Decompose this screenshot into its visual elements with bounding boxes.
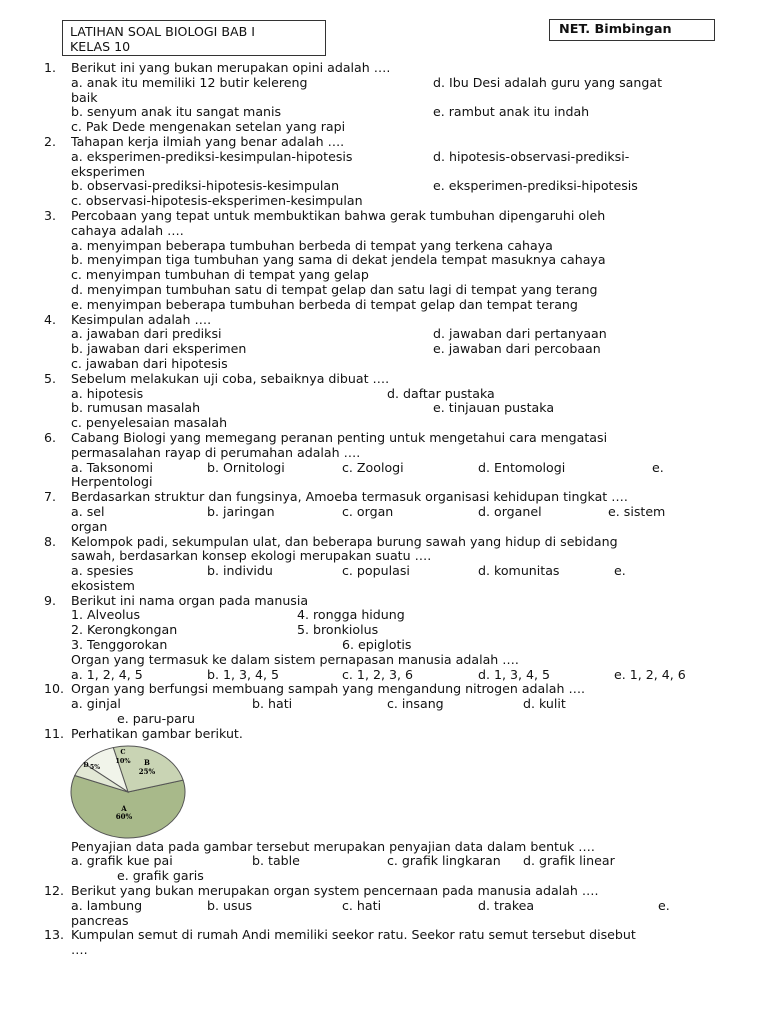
- question-stem: Sebelum melakukan uji coba, sebaiknya dibuat ….: [71, 370, 390, 386]
- brand-box: [549, 19, 715, 41]
- option-e-continued: ekosistem: [71, 577, 135, 593]
- option-b: b. individu: [207, 563, 273, 579]
- option-d: d. organel: [478, 503, 542, 519]
- slice-value-b: 25%: [138, 766, 156, 776]
- option-a: a. Taksonomi: [71, 459, 154, 475]
- question-stem: Berdasarkan struktur dan fungsinya, Amoeba termasuk organisasi kehidupan tingkat ….: [71, 489, 628, 505]
- organ-item: 1. Alveolus: [71, 607, 141, 623]
- question-number: 4.: [44, 311, 57, 327]
- question-3: [0, 209, 768, 224]
- option-a: a. anak itu memiliki 12 butir kelereng: [71, 74, 308, 90]
- option-d: d. komunitas: [478, 563, 560, 579]
- option-b: b. hati: [252, 696, 293, 712]
- option-e-continued: pancreas: [71, 912, 129, 928]
- question-4: [0, 313, 768, 328]
- question-number: 12.: [44, 883, 65, 899]
- option-b: b. table: [252, 853, 300, 869]
- option-a: a. 1, 2, 4, 5: [71, 666, 143, 682]
- option-a: a. spesies: [71, 563, 134, 579]
- option-c: c. observasi-hipotesis-eksperimen-kesimpulan: [71, 193, 363, 209]
- question-5: [0, 372, 768, 387]
- question-12: [0, 884, 768, 899]
- option-a: a. ginjal: [71, 696, 121, 712]
- question-6: [0, 431, 768, 446]
- option-e: e. paru-paru: [117, 711, 196, 727]
- question-number: 2.: [44, 133, 57, 149]
- option-c: c. populasi: [342, 563, 410, 579]
- option-d: d. grafik linear: [523, 853, 615, 869]
- question-8: [0, 535, 768, 550]
- question-stem: Kumpulan semut di rumah Andi memiliki seekor ratu. Seekor ratu semut tersebut disebut: [71, 927, 636, 943]
- option-a: a. lambung: [71, 897, 143, 913]
- option-b: b. senyum anak itu sangat manis: [71, 104, 282, 120]
- option-a: a. jawaban dari prediksi: [71, 326, 222, 342]
- question-stem: Berikut ini yang bukan merupakan opini adalah ….: [71, 60, 391, 75]
- option-c: c. jawaban dari hipotesis: [71, 355, 228, 371]
- question-9: [0, 594, 768, 609]
- option-e: e. sistem: [608, 503, 666, 519]
- question-stem: Percobaan yang tepat untuk membuktikan bahwa gerak tumbuhan dipengaruhi oleh: [71, 207, 606, 223]
- question-number: 8.: [44, 533, 57, 549]
- organ-item: 3. Tenggorokan: [71, 637, 168, 653]
- option-d: d. jawaban dari pertanyaan: [433, 326, 607, 342]
- option-d: d. kulit: [523, 696, 566, 712]
- option-b: b. rumusan masalah: [71, 400, 201, 416]
- option-c: c. penyelesaian masalah: [71, 415, 228, 431]
- option-d-continued: eksperimen: [71, 163, 146, 179]
- option-e: e. menyimpan beberapa tumbuhan berbeda di tempat gelap dan tempat terang: [71, 296, 578, 312]
- question-list: [0, 61, 768, 958]
- question-2: [0, 135, 768, 150]
- option-b: b. usus: [207, 897, 253, 913]
- option-d: d. daftar pustaka: [387, 385, 495, 401]
- slice-value-d: 5%: [90, 763, 100, 771]
- question-number: 3.: [44, 207, 57, 223]
- question-10: [0, 682, 768, 697]
- question-stem-continued: sawah, berdasarkan konsep ekologi merupakan suatu ….: [71, 548, 432, 564]
- option-e: e.: [652, 459, 664, 475]
- option-d: d. Entomologi: [478, 459, 566, 475]
- option-b: b. menyimpan tiga tumbuhan yang sama di dekat jendela tempat masuknya cahaya: [71, 252, 606, 268]
- option-b: b. observasi-prediksi-hipotesis-kesimpulan: [71, 178, 340, 194]
- option-e: e. rambut anak itu indah: [433, 104, 590, 120]
- question-number: 7.: [44, 489, 57, 505]
- option-c: c. 1, 2, 3, 6: [342, 666, 413, 682]
- question-7: [0, 490, 768, 505]
- question-stem-continued: permasalahan rayap di perumahan adalah ….: [71, 444, 361, 460]
- slice-label-c: C: [120, 747, 126, 756]
- option-d: d. hipotesis-observasi-prediksi-: [433, 148, 630, 164]
- question-number: 5.: [44, 370, 57, 386]
- title-line-2: KELAS 10: [70, 39, 131, 54]
- option-e: e. 1, 2, 4, 6: [614, 666, 686, 682]
- question-stem: Organ yang berfungsi membuang sampah yang mengandung nitrogen adalah ….: [71, 681, 586, 697]
- option-e: e. tinjauan pustaka: [433, 400, 555, 416]
- pie-chart-area: [0, 742, 768, 840]
- question-number: 6.: [44, 429, 57, 445]
- option-c: c. Pak Dede mengenakan setelan yang rapi: [71, 119, 346, 135]
- option-d: d. trakea: [478, 897, 535, 913]
- option-e: e.: [658, 897, 670, 913]
- question-number: 13.: [44, 927, 65, 943]
- option-c: c. hati: [342, 897, 382, 913]
- pie-chart: [68, 743, 188, 839]
- slice-label-d: D: [83, 761, 89, 769]
- brand-label: NET. Bimbingan: [559, 22, 672, 37]
- question-stem-continued: cahaya adalah ….: [71, 222, 184, 238]
- question-stem-continued: Penyajian data pada gambar tersebut merupakan penyajian data dalam bentuk ….: [71, 838, 595, 854]
- question-1: [0, 61, 768, 76]
- option-a: a. hipotesis: [71, 385, 144, 401]
- title-box: [62, 20, 326, 56]
- question-stem: Cabang Biologi yang memegang peranan penting untuk mengetahui cara mengatasi: [71, 429, 608, 445]
- slice-label-b: B: [144, 757, 150, 767]
- question-stem: Berikut ini nama organ pada manusia: [71, 592, 309, 608]
- option-c: c. organ: [342, 503, 394, 519]
- option-d-continued: baik: [71, 89, 98, 105]
- slice-value-c: 10%: [115, 756, 131, 765]
- option-e: e. grafik garis: [117, 868, 204, 884]
- question-stem: Tahapan kerja ilmiah yang benar adalah ….: [71, 133, 345, 149]
- option-d: d. Ibu Desi adalah guru yang sangat: [433, 74, 663, 90]
- question-number: 9.: [44, 592, 57, 608]
- question-number: 10.: [44, 681, 65, 697]
- organ-item: 4. rongga hidung: [297, 607, 405, 623]
- question-stem: Berikut yang bukan merupakan organ system pencernaan pada manusia adalah ….: [71, 883, 599, 899]
- option-e-continued: organ: [71, 518, 108, 534]
- question-number: 1.: [44, 60, 57, 75]
- option-c: c. insang: [387, 696, 444, 712]
- question-number: 11.: [44, 725, 65, 741]
- option-e: e. jawaban dari percobaan: [433, 341, 601, 357]
- option-a: a. grafik kue pai: [71, 853, 173, 869]
- question-11: [0, 727, 768, 742]
- question-13: [0, 928, 768, 943]
- option-a: a. sel: [71, 503, 105, 519]
- option-c: c. menyimpan tumbuhan di tempat yang gelap: [71, 267, 369, 283]
- option-d: d. 1, 3, 4, 5: [478, 666, 551, 682]
- organ-item: 2. Kerongkongan: [71, 622, 178, 638]
- question-stem: Perhatikan gambar berikut.: [71, 725, 243, 741]
- option-c: c. Zoologi: [342, 459, 404, 475]
- title-line-1: LATIHAN SOAL BIOLOGI BAB I: [70, 24, 256, 39]
- slice-value-a: 60%: [115, 811, 133, 821]
- question-stem-continued: Organ yang termasuk ke dalam sistem pernapasan manusia adalah ….: [71, 651, 519, 667]
- question-stem: Kelompok padi, sekumpulan ulat, dan beberapa burung sawah yang hidup di sebidang: [71, 533, 618, 549]
- option-d: d. menyimpan tumbuhan satu di tempat gelap dan satu lagi di tempat yang terang: [71, 281, 598, 297]
- option-c: c. grafik lingkaran: [387, 853, 501, 869]
- option-b: b. jaringan: [207, 503, 275, 519]
- option-b: b. 1, 3, 4, 5: [207, 666, 280, 682]
- organ-item: 5. bronkiolus: [297, 622, 379, 638]
- option-e: e.: [614, 563, 626, 579]
- organ-item: 6. epiglotis: [342, 637, 412, 653]
- option-e: e. eksperimen-prediksi-hipotesis: [433, 178, 638, 194]
- option-a: a. menyimpan beberapa tumbuhan berbeda di tempat yang terkena cahaya: [71, 237, 553, 253]
- question-stem-continued: ….: [71, 942, 88, 958]
- option-e-continued: Herpentologi: [71, 474, 153, 490]
- question-stem: Kesimpulan adalah ….: [71, 311, 212, 327]
- option-a: a. eksperimen-prediksi-kesimpulan-hipotesis: [71, 148, 353, 164]
- option-b: b. Ornitologi: [207, 459, 285, 475]
- slice-label-a: A: [121, 803, 127, 813]
- option-b: b. jawaban dari eksperimen: [71, 341, 247, 357]
